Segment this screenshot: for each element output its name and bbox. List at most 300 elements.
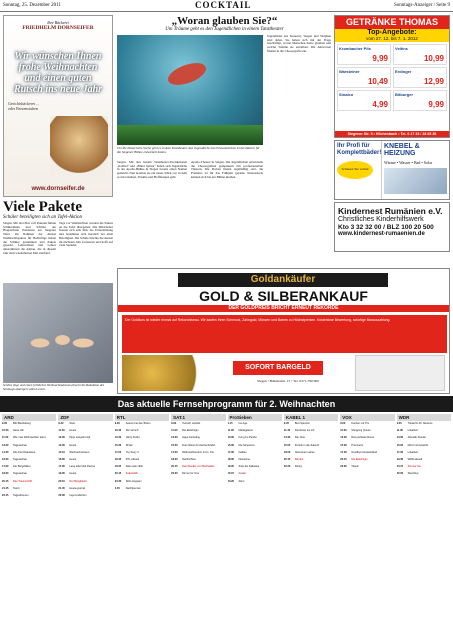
tv-listing	[2, 458, 56, 461]
ad-thomas-product	[337, 44, 391, 65]
ad-getraenke-thomas	[334, 15, 450, 138]
tv-listing-title: Tierisch verliebt	[182, 422, 201, 425]
tv-channel-column	[2, 414, 56, 636]
tv-listing	[171, 472, 225, 475]
tv-listing	[2, 472, 56, 475]
tv-listing-title: Bibi Blocksberg	[13, 422, 31, 425]
tv-listing-title: Nachrichten	[182, 458, 196, 462]
article-2-photo	[117, 35, 263, 145]
tv-listing-title: Mord mit Aussicht	[407, 443, 429, 447]
tv-listing	[284, 451, 338, 454]
ad-gold-map	[355, 355, 445, 391]
tv-channel-name: ProSieben	[228, 414, 282, 421]
tv-listing	[228, 436, 282, 439]
tv-listing-title: Heute	[69, 443, 77, 447]
ad-thomas-product-name: Erdinger	[395, 69, 412, 74]
tv-listing-title: Abenteuer Leben	[294, 450, 315, 454]
header-page: Sonntags-Anzeiger / Seite 9	[394, 3, 450, 8]
tv-listing-title: Nachtjournal	[125, 486, 141, 490]
tv-listing-title: Die Simpsons	[238, 443, 255, 447]
tv-listing	[58, 487, 112, 490]
tv-listing	[228, 465, 282, 468]
tv-listing-title: Hexe Lilli	[13, 429, 24, 433]
ad-thomas-address: Siegener Str. 5 • Hilchenbach • Tel. 0 27 33 / 28 65 36	[335, 131, 449, 137]
ad-gold-address: Siegen • Bahnhofstr. 15 • Tel. 0271-790 000	[257, 379, 319, 383]
ad-thomas-product-name: Veltins	[395, 46, 408, 51]
ad-thomas-product-price: 9,99	[372, 54, 388, 63]
tv-listing	[58, 458, 112, 461]
tv-listing-time: 17.00	[396, 450, 404, 454]
tv-channel-column	[171, 414, 225, 636]
tv-channel-column	[58, 414, 112, 636]
tv-listing-time: 18.30	[171, 458, 178, 462]
article-2-col1: Siegen. Mit den beiden Tanztheater-Produktionen „Kolibri“ und „Blind Spirits“ haben sich Jugendliche in der Apollo-Bühne in Siegen bereits einen Namen gemacht. Nun bereiten sie ein neues Stück vor, in dem es um Glauben, Träume und Hoffnungen geht.	[117, 160, 187, 179]
tv-listing-time: 20.15	[2, 479, 9, 483]
tv-listing-time: 13.30	[283, 436, 291, 440]
article-2-col2: Apollo-Theater in Siegen. Die Jugendlichen entwickeln die Choreografien gemeinsam mit professionellen Tänzern. Die Proben finden regelmäßig statt, die Premiere ist für das Frühjahr geplant. Interessierte können sich bei der Bühne melden.	[191, 160, 263, 179]
ad-dornseifer	[3, 15, 113, 197]
tv-listing	[340, 458, 394, 461]
tv-listing-time: 20.15	[283, 458, 291, 462]
tv-channel-name: VOX	[340, 414, 394, 421]
tv-listing-time: 17.00	[58, 465, 65, 469]
ad-thomas-product-price: 10,49	[367, 77, 388, 86]
tv-listing-title: Die Eiskönigin	[182, 429, 199, 433]
tv-listing-time: 9.15	[227, 422, 233, 425]
tv-listing-title: Heute	[69, 472, 77, 476]
tv-channel-name: ZDF	[58, 414, 112, 421]
tv-listing-time: 13.00	[396, 436, 404, 440]
tv-listing	[284, 422, 338, 425]
tv-listing-title: Avatar	[238, 472, 246, 476]
tv-listing-title: Aktuelle Stunde	[407, 436, 426, 440]
tv-listing-title: Tierärztin Dr. Mertens	[407, 422, 433, 425]
tv-listing-time: 13.00	[340, 436, 347, 440]
tv-listing-title: Tagesschau	[13, 458, 27, 462]
tv-listing-title: Newstime	[238, 458, 250, 462]
page-header	[0, 0, 453, 12]
tv-listing-time: 9.00	[340, 422, 346, 425]
ad-kindernest-url[interactable]: www.kindernest-rumaenien.de	[338, 231, 425, 237]
tv-listing	[228, 444, 282, 447]
tv-listing	[115, 422, 169, 425]
tv-listing	[58, 444, 112, 447]
tv-listing-title: Harry Potter	[125, 436, 140, 440]
tv-listing	[58, 480, 112, 483]
tv-listing	[340, 444, 394, 447]
tv-listing-title: Der Bergdoktor	[69, 479, 87, 483]
tv-listing	[115, 429, 169, 432]
tv-listing-time: 11.00	[340, 429, 347, 433]
article-viele-pakete	[3, 199, 113, 281]
tv-listing	[2, 429, 56, 432]
tv-listing-time: 16.00	[2, 458, 9, 462]
tv-listing-time: 13.00	[171, 436, 178, 440]
ad-dornseifer-top: Ihre Bäckerei	[47, 20, 69, 25]
tv-listing-time: 11.30	[58, 429, 65, 433]
tv-listing-title: Der Bergdoktor	[13, 465, 31, 469]
tv-listing-time: 17.00	[171, 450, 178, 454]
tv-channel-column	[340, 414, 394, 636]
tv-listing-time: 15.20	[114, 443, 122, 447]
ad-goldankauf	[117, 268, 450, 394]
tv-listing-time: 20.15	[227, 472, 234, 476]
tv-listing-time: 17.00	[227, 450, 234, 454]
tv-listing-time: 9.00	[171, 422, 177, 425]
tv-listing-time: 15.00	[396, 443, 404, 447]
tv-listing-title: Prominent	[351, 443, 364, 447]
ad-thomas-product-name: Sinalco	[339, 92, 354, 97]
tv-listing-time: 22.00	[58, 494, 65, 498]
tv-listing-time: 21.45	[2, 486, 9, 490]
tv-listing-time: 9.20	[396, 422, 402, 425]
ad-thomas-product-name: Warsteiner	[339, 69, 360, 74]
tv-listing-time: 18.00	[2, 472, 9, 476]
tv-listing	[284, 429, 338, 432]
tv-listing	[171, 436, 225, 439]
ad-thomas-product	[393, 90, 447, 111]
tv-listing	[115, 451, 169, 454]
ad-knebel-lines: Wärme • Wasser • Bad • Solar	[384, 160, 433, 165]
tv-listing-title: Zimmer frei	[407, 465, 421, 469]
tv-listing	[115, 487, 169, 490]
tv-listing-title: Alien	[238, 479, 245, 483]
tv-listing-title: Drei Nüsse für Aschenbrödel	[182, 443, 216, 447]
photo-group	[13, 313, 103, 373]
tv-listing-title: Shopping Queen	[351, 429, 371, 433]
tv-listing-time: 11.00	[227, 429, 234, 433]
tv-listing-title: Alles was zählt	[125, 465, 143, 469]
tv-listing-time: 19.30	[396, 458, 404, 462]
ad-knebel	[334, 140, 450, 200]
tv-listing-time: 18.45	[114, 458, 122, 462]
tv-listing	[58, 465, 112, 468]
tv-listing-title: Der Clou	[294, 436, 306, 440]
article-2-title: „Woran glauben Sie?“	[171, 15, 278, 27]
ad-gold-coins	[122, 355, 222, 391]
tv-listing-time: 17.00	[114, 450, 122, 454]
tv-listing	[58, 436, 112, 439]
tv-listing-title: Goodbye Deutschland	[351, 450, 377, 454]
ad-dornseifer-image	[50, 116, 108, 176]
tv-listing	[171, 429, 225, 432]
tv-listing	[340, 429, 394, 432]
tv-listing-title: Sketchup	[407, 472, 419, 476]
tv-listing-time: 16.00	[58, 458, 65, 462]
tv-listing-title: Der Grinch	[125, 429, 139, 433]
tv-listing-title: Stirb langsam	[125, 479, 142, 483]
tv-listing	[397, 465, 451, 468]
tv-listing-title: Lokalzeit	[407, 429, 418, 433]
ad-knebel-name: KNEBEL & HEIZUNG	[384, 143, 420, 157]
tv-listing	[340, 465, 394, 468]
tv-listing	[2, 436, 56, 439]
article-3-caption: Schöne Tage und einen fröhlichen Weihnachtsabend wünscht die Redaktion des Sonntags-Anzeigers allen Lesern.	[3, 384, 105, 391]
tv-listing	[228, 422, 282, 425]
ad-gold-cta: SOFORT BARGELD	[233, 361, 323, 375]
tv-listing-title: Kochen mit Tim	[351, 422, 370, 425]
tv-listing	[58, 429, 112, 432]
ad-thomas-product-price: 4,99	[372, 100, 388, 109]
photo-foliage	[117, 125, 263, 145]
tv-listing	[2, 480, 56, 483]
tv-listing-title: WDR aktuell	[407, 458, 423, 462]
ad-knebel-left: Ihr Profi für Komplettbäder!	[337, 143, 382, 156]
ad-knebel-offer: Schauen Sie vorbei	[337, 161, 373, 179]
tv-listing	[284, 458, 338, 461]
tv-listing-time: 19.05	[114, 465, 122, 469]
tv-listing-time: 21.45	[58, 486, 65, 490]
tv-listing-time: 15.00	[171, 443, 178, 447]
tv-listing-title: Zurück in die Zukunft	[294, 443, 320, 447]
article-2-subtitle: Um Träume geht es den Jugendlichen in einem Tanztheater	[165, 27, 284, 32]
tv-title: Das aktuelle Fernsehprogramm für 2. Weihnachten	[0, 396, 453, 412]
tv-listing	[58, 494, 112, 497]
tv-channel-name: SAT.1	[171, 414, 225, 421]
tv-listing-time: 17.00	[340, 450, 347, 454]
tv-listing	[115, 480, 169, 483]
tv-listing-title: Weihnachtsmann	[69, 450, 90, 454]
tv-listing-time: 12.30	[114, 436, 122, 440]
tv-listing	[115, 465, 169, 468]
ad-thomas-name: GETRÄNKE THOMAS	[335, 16, 449, 29]
tv-listing-time: 14.00	[58, 443, 65, 447]
tv-listing-title: Bud Spencer	[294, 422, 310, 425]
tv-listing	[397, 422, 451, 425]
tv-listing-title: Das Traumschiff	[13, 479, 32, 483]
ad-gold-headline: GOLD & SILBERANKAUF	[199, 288, 368, 304]
ad-kindernest	[334, 202, 450, 252]
tv-listing-time: 20.15	[114, 472, 122, 476]
ad-kindernest-name: Kindernest Rumänien e.V.	[338, 206, 443, 216]
tv-listing	[340, 436, 394, 439]
tv-listing-title: Hape Kerkeling	[182, 436, 200, 440]
tv-listing	[115, 472, 169, 475]
tv-listing-time: 0.45	[114, 486, 120, 490]
tv-listing-time: 23.15	[2, 494, 9, 498]
tv-listing	[115, 436, 169, 439]
ad-gold-brand: Goldankäufer	[178, 273, 388, 287]
ad-thomas-product-price: 9,99	[428, 100, 444, 109]
tv-listing-title: Kokowääh	[125, 472, 138, 476]
article-1-title: Viele Pakete	[3, 199, 82, 215]
tv-listing-time: 11.40	[283, 429, 291, 433]
tv-grid	[0, 412, 453, 638]
tv-listing	[171, 458, 225, 461]
tv-listing	[171, 422, 225, 425]
tv-channel-name: WDR	[397, 414, 451, 421]
photo-dancer	[165, 59, 209, 90]
tv-listing-time: 15.55	[283, 443, 291, 447]
tv-listing	[2, 451, 56, 454]
tv-listing	[397, 458, 451, 461]
tv-listing-title: Kung Fu Panda	[238, 436, 257, 440]
tv-listing-time: 20.15	[58, 479, 65, 483]
tv-listing-time: 15.00	[340, 443, 347, 447]
tv-listing-title: Das Wunder von Manhattan	[182, 465, 215, 469]
tv-listing	[397, 451, 451, 454]
ad-dornseifer-greeting: Wir wünschen Ihnen frohe Weihnachten und einen guten Rutsch ins neue Jahr	[13, 51, 103, 95]
tv-listing	[228, 458, 282, 461]
article-1-col2: Tage vor Weihnachten wurden die Pakete an die Tafel übergeben. Die Mitarbeiter freuten sich sehr über die Unterstützung und bedankten sich herzlich bei allen Beteiligten. Die Schule möchte die Aktion im nächsten Jahr fortsetzen und hofft auf viele Spender.	[59, 221, 113, 248]
tv-listing	[228, 429, 282, 432]
article-2-caption: Um die tänzerische Suche geht es in dem Tanztheater, das Jugendliche mit ehrenamtlichen Unterstützern für die Siegener Bühne entwickelt haben.	[117, 146, 260, 154]
tv-listing	[340, 451, 394, 454]
ad-thomas-product-name: Krombacher Pils	[339, 46, 371, 51]
tv-listing	[58, 422, 112, 425]
tv-listing-title: Dinner for One	[182, 472, 200, 476]
tv-listing-time: 11.00	[171, 429, 178, 433]
tv-listing-time: 14.10	[58, 450, 65, 454]
ad-thomas-dates: vom 27. 12. bis 7. 1. 2012	[335, 36, 449, 42]
tv-listing	[284, 436, 338, 439]
tv-listing-title: Galileo	[238, 450, 247, 454]
tv-listing-title: Sissi	[69, 422, 75, 425]
tv-listing-title: Madagascar	[238, 429, 253, 433]
tv-listing-time: 11.00	[396, 429, 403, 433]
tv-listing-title: Tatort	[13, 486, 20, 490]
tv-listing-title: Heute	[69, 429, 77, 433]
ad-gold-sub: DER GOLDPREIS BRICHT ERNEUT REKORDE	[118, 305, 449, 312]
tv-listing	[2, 422, 56, 425]
tv-listing	[340, 422, 394, 425]
tv-listing-title: RTL Aktuell	[125, 458, 139, 462]
tv-listing	[2, 444, 56, 447]
tv-listing	[2, 465, 56, 468]
tv-listing-time: 23.20	[227, 479, 234, 483]
tv-channel-column	[228, 414, 282, 636]
tv-listing-title: Zwei bei Kallwass	[238, 465, 260, 469]
tv-listing-time: 20.15	[171, 465, 178, 469]
ad-kindernest-sub: Christliches Kinderhilfswerk	[338, 216, 424, 223]
tv-listing-time: 13.00	[227, 436, 234, 440]
tv-channel-column	[115, 414, 169, 636]
tv-listing-time: 22.00	[396, 472, 404, 476]
tv-listing	[58, 451, 112, 454]
tv-listing	[397, 429, 451, 432]
ad-dornseifer-url[interactable]: www.dornseifer.de	[31, 186, 85, 192]
article-1-col1: Siegen. Mit drei Pkw voll Paketen fuhren Schülerinnen und Schüler der Hauptschule Weidenau zur Siegener Tafel. Im Rahmen der Aktion Weihnachtspakete für Bedürftige haben die Schüler gesammelt und Pakete gepackt. Lehrerinnen und Lehrer unterstützten die Aktion, die in diesem Jahr zum wiederholten Mal stattfand.	[3, 221, 56, 255]
article-1-subtitle: Schüler beteiligten sich an Tafel-Aktion	[3, 215, 82, 220]
tv-listing-time: 11.50	[2, 436, 9, 440]
tv-listing-time: 9.30	[114, 422, 120, 425]
tv-listing	[115, 458, 169, 461]
tv-listing-title: Das perfekte Dinner	[351, 436, 375, 440]
ad-kindernest-bank: Kto 3 32 32 00 / BLZ 100 20 500	[338, 224, 434, 231]
tv-listing	[397, 444, 451, 447]
section-title: COCKTAIL	[195, 0, 252, 10]
ad-knebel-photo	[384, 168, 447, 194]
tv-listing	[228, 480, 282, 483]
tv-listing-time: 20.15	[340, 458, 347, 462]
tv-listing-title: Wie man Weihnachten feiert	[13, 436, 46, 440]
tv-listing-time: 12.00	[58, 436, 65, 440]
tv-listing-title: Toy Story 3	[125, 450, 139, 454]
tv-listing-time: 9.45	[283, 422, 289, 425]
tv-listing-time: 13.00	[2, 443, 9, 447]
tv-listing-title: Lang lebe Ned Devine	[69, 465, 96, 469]
tv-listing-title: Tagesschau	[13, 443, 27, 447]
tv-listing-title: Ice Age	[238, 422, 248, 425]
tv-listing-time: 19.05	[227, 465, 234, 469]
tv-program	[0, 396, 453, 640]
tv-channel-name: ARD	[2, 414, 56, 421]
ad-thomas-product-price: 10,99	[423, 54, 444, 63]
tv-listing-title: Shrek	[125, 443, 133, 447]
tv-listing-title: Titanic	[351, 465, 359, 469]
ad-dornseifer-cafe: Gerichtsbäckerei ... oder Brezenstuben	[8, 101, 40, 111]
tv-listing	[58, 472, 112, 475]
tv-listing	[2, 487, 56, 490]
tv-listing	[115, 444, 169, 447]
tv-listing-time: 19.00	[58, 472, 65, 476]
ad-thomas-product	[337, 90, 391, 111]
tv-listing	[284, 444, 338, 447]
tv-listing-time: 22.00	[340, 465, 347, 469]
tv-listing-time: 22.30	[114, 479, 122, 483]
tv-channel-name: KABEL 1	[284, 414, 338, 421]
tv-listing-title: Die drei Musketiere	[13, 450, 36, 454]
tv-listing-title: Asterix bei den Briten	[125, 422, 151, 425]
tv-listing	[171, 444, 225, 447]
tv-listing-time: 17.00	[2, 465, 9, 469]
tv-channel-column	[397, 414, 451, 636]
ad-thomas-product	[393, 67, 447, 88]
article-woran-glauben	[117, 15, 332, 265]
tv-listing-title: Tagesthemen	[13, 494, 29, 498]
ad-thomas-products	[335, 42, 449, 113]
tv-listing-title: Lokalzeit	[407, 450, 418, 454]
article-2-col3: Jugendliche aus Kreuztal, Siegen und Netphen sind dabei. Sie haben sich mit der Frage beschäftigt, woran Menschen heute glauben und welche Träume sie antreiben. Die Antworten fließen in die Choreografie ein.	[267, 34, 331, 53]
tv-listing-title: Die Eiskönigin	[351, 458, 368, 462]
ad-dornseifer-name: FRIEDHELM DORNSEIFER	[22, 25, 94, 31]
header-date: Sonntag, 25. Dezember 2011	[3, 3, 61, 8]
tv-listing-time: 15.00	[227, 443, 234, 447]
tv-channel-column	[284, 414, 338, 636]
tv-listing-title: Tagesschau	[13, 472, 27, 476]
article-3-photo	[3, 283, 113, 383]
tv-listing	[397, 472, 451, 475]
ad-thomas-product	[337, 67, 391, 88]
tv-listing-time: 9.30	[58, 422, 64, 425]
tv-listing-time: 10.03	[2, 429, 9, 433]
tv-listing-title: Weihnachtsmann & Co. KG	[182, 450, 214, 454]
tv-listing-time: 20.15	[396, 465, 404, 469]
tv-listing	[2, 494, 56, 497]
tv-listing	[228, 451, 282, 454]
tv-channel-name: RTL	[115, 414, 169, 421]
tv-listing	[171, 465, 225, 468]
ad-thomas-slogan: Top-Angebote:	[335, 29, 449, 36]
tv-listing-title: Inga Lindström	[69, 494, 87, 498]
tv-listing	[284, 465, 338, 468]
tv-listing-title: Pippi Langstrumpf	[69, 436, 91, 440]
ad-gold-body: Der Goldkurs ist wieder einmal auf Rekordniveau. Wir kaufen Ihren Schmuck, Zahngold, Münzen und Barren zu Höchstpreisen. Kostenlose Bewertung, sofortige Barauszahlung.	[122, 315, 447, 353]
tv-listing	[171, 451, 225, 454]
tv-listing-title: Heute-journal	[69, 486, 85, 490]
tv-listing-time: 10.40	[114, 429, 122, 433]
tv-listing-title: Rambo	[294, 458, 304, 462]
tv-listing-time: 18.00	[283, 450, 291, 454]
tv-listing-title: Heute	[69, 458, 77, 462]
ad-thomas-product-name: Bitburger	[395, 92, 413, 97]
tv-listing	[397, 436, 451, 439]
tv-listing-time: 9.00	[2, 422, 8, 425]
tv-listing-time: 18.00	[227, 458, 234, 462]
tv-listing-time: 22.20	[283, 465, 291, 469]
tv-listing-title: Die Reise ins Ich	[294, 429, 315, 433]
ad-thomas-product	[393, 44, 447, 65]
